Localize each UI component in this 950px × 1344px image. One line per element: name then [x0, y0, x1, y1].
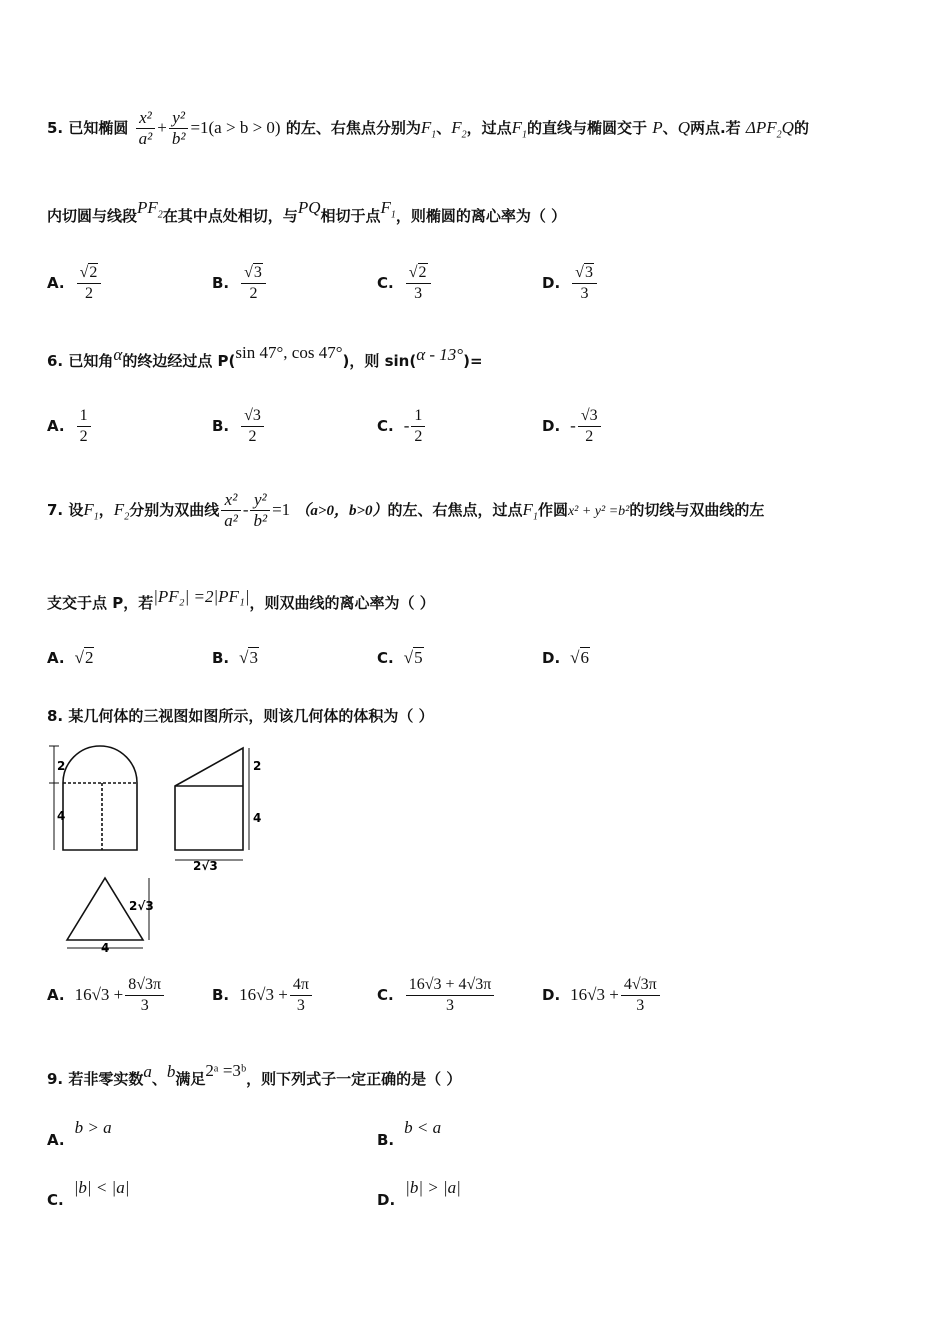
q9-line	[47, 1061, 462, 1089]
q5-option-d[interactable]: D. $\frac{√3}{3}$	[542, 263, 599, 304]
q8-line	[47, 705, 434, 726]
fig-label-w-side: 2√3	[193, 859, 218, 873]
q8-option-b[interactable]: B. 16√3 + $\frac{4\pi}{3}$	[212, 975, 314, 1016]
q5-eq-right: =1(a > b > 0)	[190, 118, 281, 137]
q5-number: 5.	[47, 119, 64, 137]
q7-l2-cond: |PF₂| =2|PF₁|	[153, 587, 250, 606]
q7-sep: ，	[98, 501, 114, 519]
fig-label-w-tri: 4	[101, 941, 110, 955]
q6-option-d[interactable]: D. - $\frac{√3}{2}$	[542, 406, 603, 447]
q7-text-6: 的切线与双曲线的左	[629, 501, 765, 519]
q6-number: 6.	[47, 352, 64, 370]
q9-number: 9.	[47, 1070, 64, 1088]
fig-label-h-tri: 2√3	[129, 899, 154, 913]
q6-arg: α - 13°	[416, 345, 464, 364]
q9-option-d[interactable]: D.|b| > |a|	[377, 1178, 461, 1209]
q8-text: 某几何体的三视图如图所示，则该几何体的体积为（ ）	[68, 707, 434, 725]
q7-option-c[interactable]: C. √5	[377, 648, 423, 667]
q9-text-4: ，则下列式子一定正确的是（ ）	[246, 1070, 462, 1088]
q6-text-1: 已知角	[68, 352, 114, 370]
fig-label-h-side-top: 2	[253, 759, 262, 773]
q5-text-6: 两点.若	[689, 119, 741, 137]
q5-text-5: 的直线与椭圆交于	[527, 119, 648, 137]
q8-number: 8.	[47, 707, 64, 725]
q7-option-d[interactable]: D. √6	[542, 648, 589, 667]
q5-l2-d: ，则椭圆的离心率为（ ）	[395, 207, 567, 225]
q7-text-3: 分别为双曲线	[129, 501, 220, 519]
q5-y2-b2: $\frac{\text{y²}}{\text{b²}}$	[169, 108, 189, 149]
q8-option-a[interactable]: A. 16√3 + $\frac{8√3\pi}{3}$	[47, 975, 166, 1016]
fig-label-h-top: 2	[57, 759, 66, 773]
q6-option-b[interactable]: B. $\frac{√3}{2}$	[212, 406, 266, 447]
q7-number: 7.	[47, 501, 64, 519]
q5-text-7: 的	[793, 119, 809, 137]
q7-option-a[interactable]: A. √2	[47, 648, 94, 667]
q9-option-b[interactable]: B.b < a	[377, 1118, 442, 1149]
q9-var-b: b	[166, 1062, 176, 1081]
fig-label-h-body: 4	[57, 809, 66, 823]
q5-option-a[interactable]: A. $\frac{√2}{2}$	[47, 263, 103, 304]
q6-point: sin 47°, cos 47°	[235, 343, 343, 362]
q6-text-4: )=	[463, 352, 483, 370]
q7-option-b[interactable]: B. √3	[212, 648, 258, 667]
q5-text-4: ，过点	[466, 119, 512, 137]
q7-text-5: 作圆	[537, 501, 568, 519]
q7-text-1: 设	[68, 501, 84, 519]
q5-option-c[interactable]: C. $\frac{√2}{3}$	[377, 263, 433, 304]
q9-var-a: a	[143, 1062, 152, 1081]
q7-text-4: 的左、右焦点，过点	[387, 501, 523, 519]
q6-text-3: )，则 sin(	[342, 352, 417, 370]
q6-option-a[interactable]: A. $\frac{1}{2}$	[47, 406, 93, 447]
q6-line: 6. 已知角α的终边经过点 P(sin 47°, cos 47°)，则 sin(α - 13°)=	[47, 343, 483, 370]
q7-l2-b: ，则双曲线的离心率为（ ）	[249, 594, 435, 612]
three-view-figure	[45, 738, 275, 956]
q6-text-2: 的终边经过点 P(	[122, 352, 236, 370]
q9-text-1: 若非零实数	[68, 1070, 144, 1088]
fig-label-h-side-body: 4	[253, 811, 262, 825]
q5-l2-c: 相切于点	[320, 207, 381, 225]
q5-sep: 、	[436, 119, 452, 137]
q5-l2-a: 内切圆与线段	[47, 207, 138, 225]
q9-text-3: 满足	[175, 1070, 206, 1088]
q5-option-b[interactable]: B. $\frac{√3}{2}$	[212, 263, 268, 304]
q7-line2	[47, 587, 435, 613]
q8-option-d[interactable]: D. 16√3 + $\frac{4√3\pi}{3}$	[542, 975, 662, 1016]
q5-line2: 内切圆与线段$PF_2$在其中点处相切，与PQ相切于点$F_1$，则椭圆的离心率为（ ）	[47, 198, 567, 225]
q7-cond: （a>0，b>0）	[295, 503, 388, 519]
q7-circle: x² + y² =b²	[567, 504, 630, 519]
q7-eq-right: =1	[272, 500, 291, 519]
q5-text-1: 已知椭圆	[68, 119, 129, 137]
q9-option-a[interactable]: A.b > a	[47, 1118, 112, 1149]
q5-x2-a2: $\frac{\text{x²}}{\text{a²}}$	[136, 108, 156, 149]
q5-text-2: 的左、右焦点分别为	[285, 119, 421, 137]
q5-line1: 5. 已知椭圆 $\frac{\text{x²}}{\text{a²}}$ + $\frac{\text{y²}}{\text{b²}}$ =1(a > b > 0) 的左、右焦点分别为$F_1$、$F_2$，过点$F_1$的直线与椭圆交于 P、Q两点.若 $\Delta PF_2Q$的	[47, 108, 809, 148]
q6-option-c[interactable]: C. - $\frac{1}{2}$	[377, 406, 427, 447]
q9-sep: 、	[151, 1070, 167, 1088]
q7-l2-a: 支交于点 P，若	[47, 594, 154, 612]
q9-eq: 2ᵃ =3ᵇ	[205, 1061, 247, 1080]
q5-l2-b: 在其中点处相切，与	[162, 207, 298, 225]
q8-option-c[interactable]: C. $\frac{16√3 + 4√3\pi}{3}$	[377, 975, 496, 1016]
q7-line1: 7. 设$F_1$，$F_2$分别为双曲线 $\frac{\text{x²}}{\text{a²}}$ - $\frac{\text{y²}}{\text{b²}}$ =1 （a>0，b>0）的左、右焦点，过点$F_1$作圆x² + y² =b²的切线与双曲线的左	[47, 490, 765, 530]
q9-option-c[interactable]: C.|b| < |a|	[47, 1178, 130, 1209]
